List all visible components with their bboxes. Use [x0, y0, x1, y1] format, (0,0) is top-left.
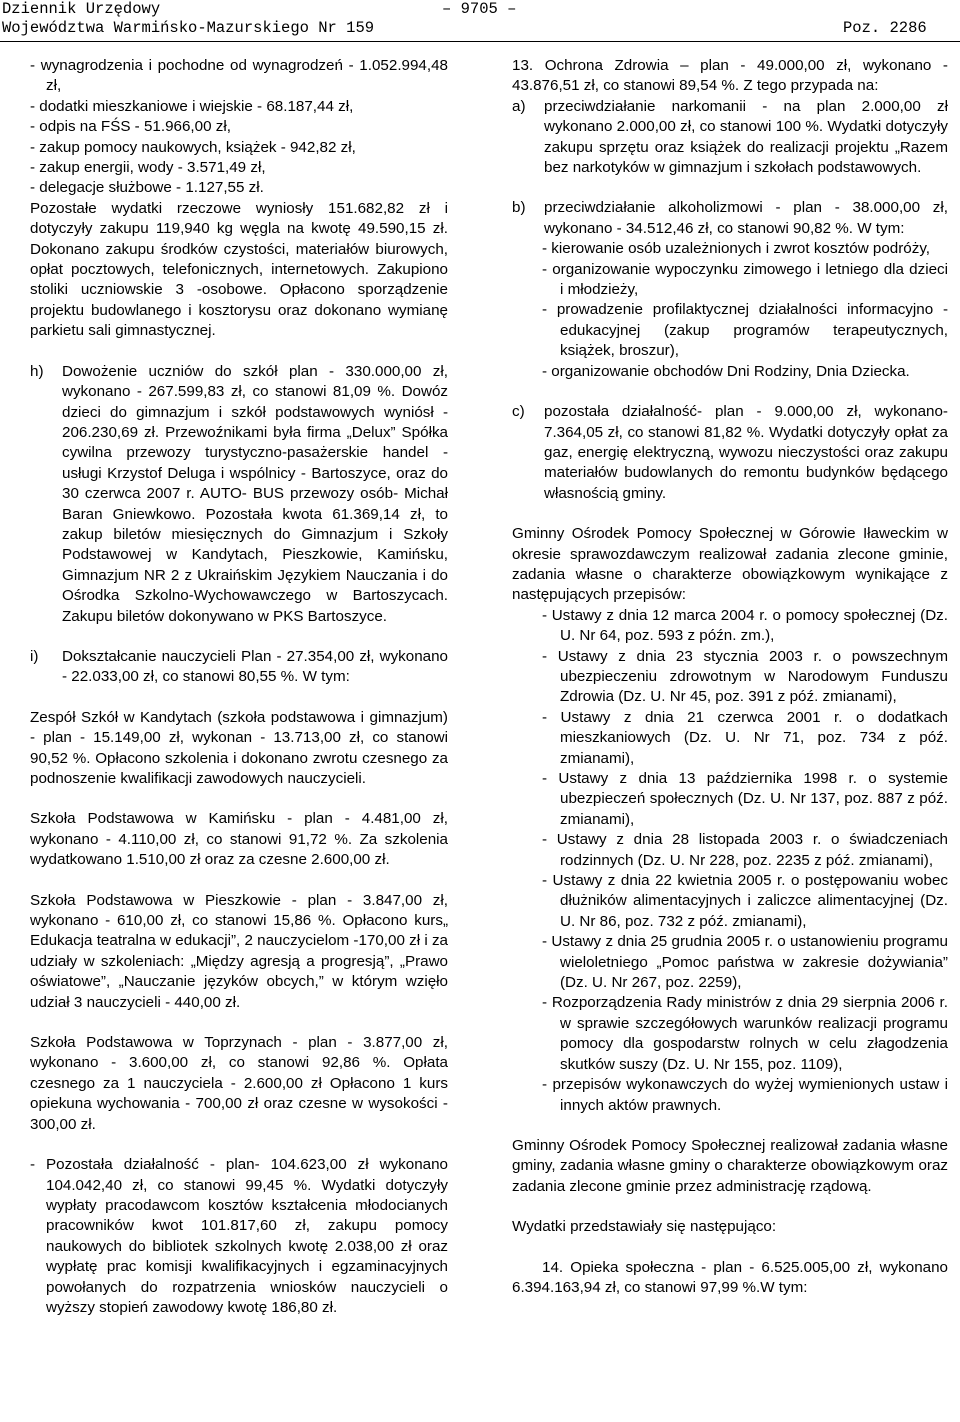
- legal-act-item: - Ustawy z dnia 22 kwietnia 2005 r. o postępowaniu wobec dłużników alimentacyjnych i zaliczce alimentacyjnej (Dz. U. Nr 86, poz. 732 z póź. zmianami),: [542, 872, 948, 930]
- expense-line: - odpis na FŚS - 51.966,00 zł,: [30, 118, 231, 136]
- expense-line: - zakup pomocy naukowych, książek - 942,82 zł,: [30, 138, 356, 156]
- expense-line: - zakup energii, wody - 3.571,49 zł,: [30, 159, 266, 177]
- position-number: Poz. 2286: [843, 19, 927, 37]
- paragraph-pozostala: - Pozostała działalność - plan- 104.623,00 zł wykonano 104.042,40 zł, co stanowi 99,45 %. Wydatki dotyczyły wypłaty pracodawcom kosztów kształcenia młodocianych pracowników kwot 101.817,60 zł, zakupu pomocy naukowych do bibliotek szkolnych kwotę 2.038,00 zł oraz wypłatę prac komisji kwalifikacyjnych i egzaminacyjnych powołanych do rozpatrzenia wniosków nauczycieli o wyższy stopień zawodowy kwotę 186,80 zł.: [30, 1156, 448, 1316]
- subsection-b: [512, 198, 948, 239]
- left-column: [30, 56, 448, 1318]
- paragraph-wydatki: Wydatki przedstawiały się następująco:: [512, 1218, 777, 1236]
- legal-act-item: - Ustawy z dnia 12 marca 2004 r. o pomocy społecznej (Dz. U. Nr 64, poz. 593 z późn. zm.),: [542, 606, 948, 645]
- legal-act-item: - Ustawy z dnia 28 listopada 2003 r. o świadczeniach rodzinnych (Dz. U. Nr 228, poz. 2235 z póź. zmianami),: [542, 831, 948, 869]
- section-text: Dokształcanie nauczycieli Plan - 27.354,00 zł, wykonano - 22.033,00 zł, co stanowi 80,55 %. W tym:: [62, 647, 448, 686]
- right-column: [512, 56, 948, 1298]
- section-13: 13. Ochrona Zdrowia – plan - 49.000,00 zł, wykonano - 43.876,51 zł, co stanowi 89,54 %. Z tego przypada na:: [512, 57, 948, 95]
- list-item: - organizowanie wypoczynku zimowego i letniego dla dzieci i młodzieży,: [542, 260, 948, 299]
- list-item: - organizowanie obchodów Dni Rodziny, Dnia Dziecka.: [542, 362, 910, 380]
- subsection-label: a): [512, 97, 526, 115]
- section-label: i): [30, 647, 39, 665]
- legal-act-item: - Ustawy z dnia 13 października 1998 r. o systemie ubezpieczeń społecznych (Dz. U. Nr 137, poz. 887 z póź. zmianami),: [542, 770, 948, 828]
- legal-act-item: - Rozporządzenia Rady ministrów z dnia 29 sierpnia 2006 r. w sprawie szczegółowych warunków realizacji programu pomocy dla gospodarstw rolnych w celu złagodzenia skutków suszy (Dz. U. Nr 155, poz. 1109),: [542, 994, 948, 1073]
- paragraph-pieszkowo: Szkoła Podstawowa w Pieszkowie - plan - 3.847,00 zł, wykonano - 610,00 zł, co stanowi 15,86 %. Opłacono kurs„ Edukacja teatralna w edukacji”, 2 nauczycielom -170,00 zł i za udziały w szkoleniach: „Między agresją a progresją”, „Prawo oświatowe”, „Nauczanie języków obcych,” w którym wzięło udział 3 nauczycieli - 440,00 zł.: [30, 891, 448, 1011]
- section-h: [30, 362, 448, 627]
- section-i: [30, 647, 448, 688]
- list-item: - prowadzenie profilaktycznej działalności informacyjno - edukacyjnej (zakup programów terapeutycznych, książek, broszur),: [542, 301, 948, 360]
- paragraph-gops: Gminny Ośrodek Pomocy Społecznej w Górowie Iławeckim w okresie sprawozdawczym realizował zadania zlecone gminie, zadania własne o charakterze obowiązkowym wynikające z następujących przepisów:: [512, 525, 948, 604]
- journal-title: Dziennik Urzędowy: [2, 0, 161, 18]
- header-rule: [0, 41, 960, 42]
- expense-line: - dodatki mieszkaniowe i wiejskie - 68.187,44 zł,: [30, 97, 354, 115]
- subsection-text: przeciwdziałanie narkomanii - na plan 2.000,00 zł wykonano 2.000,00 zł, co stanowi 100 %. Wydatki dotyczyły zakupu sprzętu oraz książek do realizacji projektu „Razem bez narkotyków w gimnazjum i szkołach podstawowych.: [544, 97, 948, 177]
- page-number: – 9705 –: [442, 0, 517, 18]
- list-item: - kierowanie osób uzależnionych i zwrot kosztów podróży,: [542, 240, 931, 258]
- journal-subtitle: Województwa Warmińsko-Mazurskiego Nr 159: [2, 19, 375, 37]
- section-text: Dowożenie uczniów do szkół plan - 330.000,00 zł, wykonano - 267.599,83 zł, co stanowi 81,09 %. Dowóz dzieci do gimnazjum i szkół podstawowych wyniósł - 206.230,69 zł. Przewoźnikami była firma „Delux” Spółka cywilna przewozy turystyczno-pasażerskie handel - usługi Krzystof Deluga i wspólnicy - Bartoszyce, oraz do 30 czerwca 2007 r. AUTO- BUS przewozy osób- Michał Baran Gniewkowo. Pozostała kwota 61.369,14 zł, to zakup biletów miesięcznych do Gimnazjum i Szkoły Podstawowej w Kandytach, Pieszkowie, Kamińsku, Gimnazjum NR 2 z Ukraińskim Językiem Nauczania i do Ośrodka Szkolno-Wychowawczego w Bartoszycach. Zakupu biletów dokonywano w PKS Bartoszyce.: [62, 362, 448, 625]
- subsection-text: pozostała działalność- plan - 9.000,00 zł, wykonano- 7.364,05 zł, co stanowi 81,82 %. Wydatki dotyczyły opłat za gaz, energię elektryczną, wywozu nieczystości oraz zakupu materiałów budowlanych do remontu budynków będącego własnością gminy.: [544, 403, 948, 502]
- legal-act-item: - Ustawy z dnia 23 stycznia 2003 r. o powszechnym ubezpieczeniu zdrowotnym w Narodowym Funduszu Zdrowia (Dz. U. Nr 45, poz. 391 z póź. zmianami),: [542, 647, 948, 706]
- subsection-text: przeciwdziałanie alkoholizmowi - plan - 38.000,00 zł, wykonano - 34.512,46 zł, co stanowi 90,82 %. W tym:: [544, 199, 948, 237]
- paragraph-kaminsk: Szkoła Podstawowa w Kamińsku - plan - 4.481,00 zł, wykonano - 4.110,00 zł, co stanowi 91,72 %. Za szkolenia wydatkowano 1.510,00 zł oraz za czesne 2.600,00 zł.: [30, 810, 448, 869]
- subsection-a: [512, 97, 948, 179]
- subsection-label: c): [512, 403, 525, 421]
- section-14: 14. Opieka społeczna - plan - 6.525.005,00 zł, wykonano 6.394.163,94 zł, co stanowi 97,99 %.W tym:: [512, 1258, 948, 1296]
- expense-line: - wynagrodzenia i pochodne od wynagrodzeń - 1.052.994,48 zł,: [30, 57, 448, 95]
- paragraph-kandyty: Zespół Szkół w Kandytach (szkoła podstawowa i gimnazjum) - plan - 15.149,00 zł, wykonan - 13.713,00 zł, co stanowi 90,52 %. Opłacono szkolenia i dokonano zwrotu czesnego za podnoszenie kwalifikacji zawodowych nauczycieli.: [30, 708, 448, 787]
- section-label: h): [30, 362, 44, 380]
- subsection-label: b): [512, 199, 526, 217]
- legal-act-item: - Ustawy z dnia 21 czerwca 2001 r. o dodatkach mieszkaniowych (Dz. U. Nr 71, poz. 734 z póź. zmianami),: [542, 708, 948, 767]
- legal-act-item: - przepisów wykonawczych do wyżej wymienionych ustaw i innych aktów prawnych.: [542, 1076, 948, 1114]
- expense-line: - delegacje służbowe - 1.127,55 zł.: [30, 179, 264, 197]
- paragraph-gops-2: Gminny Ośrodek Pomocy Społecznej realizował zadania własne gminy, zadania własne gminy o charakterze obowiązkowym oraz zadania zlecone gminie przez administrację rządową.: [512, 1136, 948, 1195]
- paragraph-toprzyny: Szkoła Podstawowa w Toprzynach - plan - 3.877,00 zł, wykonano - 3.600,00 zł, co stanowi 92,86 %. Opłata czesnego za 1 nauczyciela - 2.600,00 zł Opłacono 1 kurs opiekuna wychowania - 700,00 zł oraz czesne w wysokości - 300,00 zł.: [30, 1034, 448, 1133]
- legal-act-item: - Ustawy z dnia 25 grudnia 2005 r. o ustanowieniu programu wieloletniego „Pomoc państwa w zakresie dożywiania” (Dz. U. Nr 267, poz. 2259),: [542, 933, 948, 992]
- expense-paragraph: Pozostałe wydatki rzeczowe wyniosły 151.682,82 zł i dotyczyły zakupu 119,940 kg węgla na kwotę 49.590,15 zł. Dokonano zakupu środków czystości, materiałów biurowych, opłat pocztowych, telefonicznych, internetowych. Zakupiono stoliki uczniowskie 3 -osobowe. Opłacono sporządzenie projektu budowlanego i kosztorysu oraz dokonano wymianę parkietu sali gimnastycznej.: [30, 199, 448, 340]
- page-header: [0, 0, 960, 44]
- subsection-c: [512, 402, 948, 504]
